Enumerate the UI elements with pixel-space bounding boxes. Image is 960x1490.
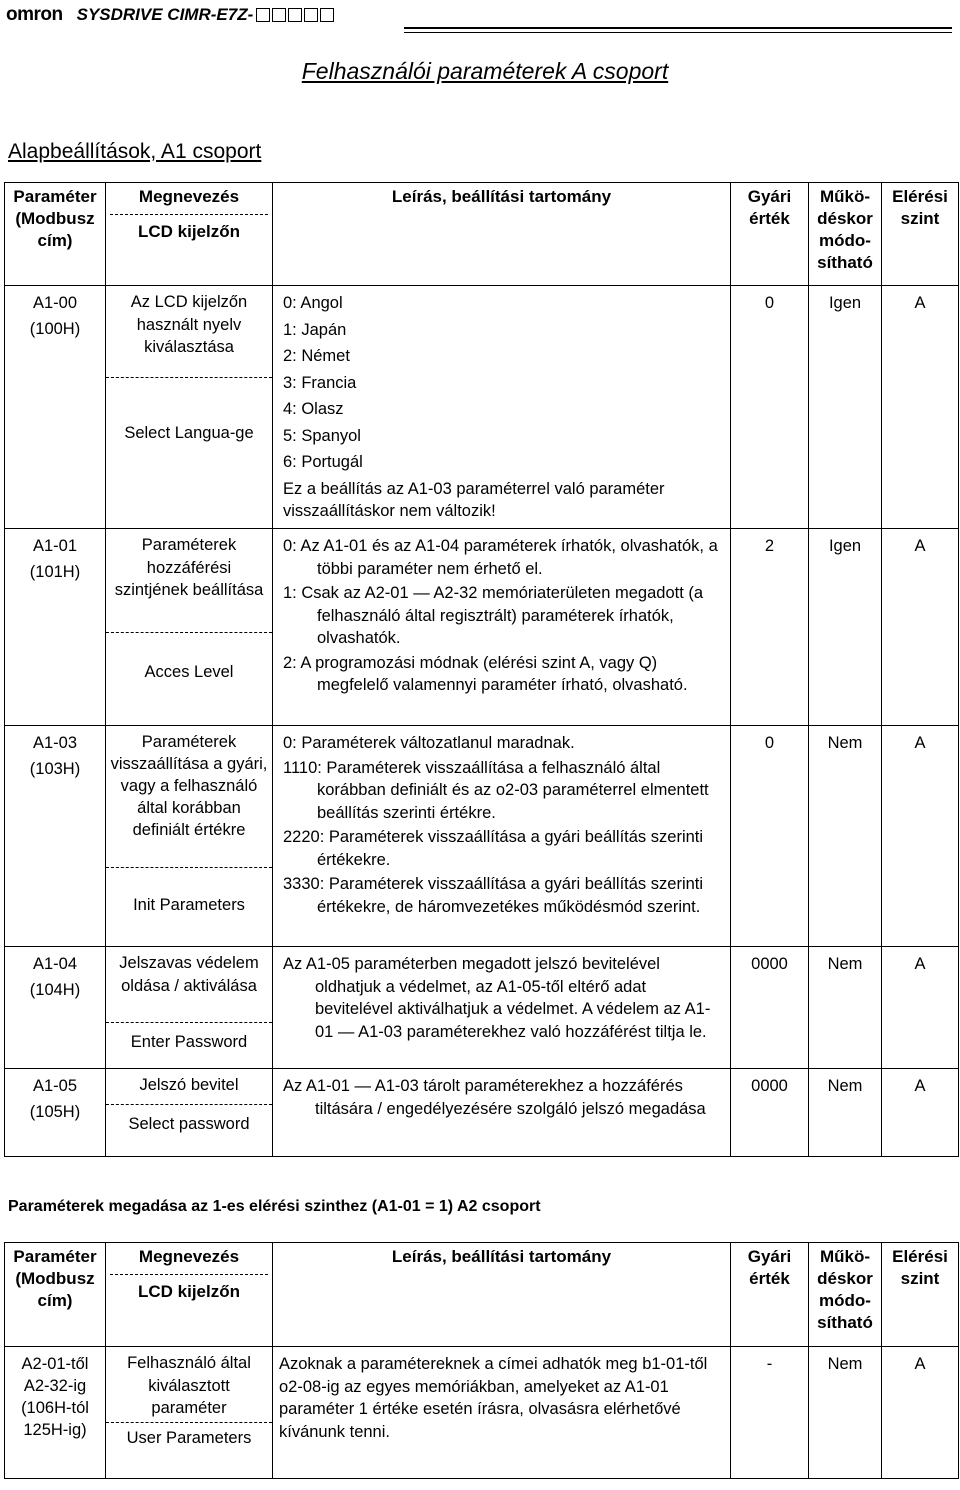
- col-runtime-header: Műkö- déskor módo- sítható: [809, 1243, 882, 1347]
- box-icon: [288, 8, 302, 22]
- col-param-header: Paraméter (Modbusz cím): [5, 1243, 106, 1347]
- page-title: Felhasználói paraméterek A csoport: [301, 58, 669, 84]
- parameter-table-a1: [4, 182, 959, 1157]
- brand-logo: omron: [6, 4, 63, 25]
- table-row: A1-04 (104H) Jelszavas védelem oldása / aktiválása Enter Password Az A1-05 paraméterben megadott jelszó bevitelével oldhatjuk a védelmet, az A1-05-től eltérő adat bevitelével aktiválhatjuk a védelmet. A védelem az A1-01 — A1-03 paraméterekhez való hozzáférést tiltja le. 0000 Nem A: [5, 947, 959, 1069]
- product-name: SYSDRIVE CIMR-E7Z-: [76, 5, 254, 24]
- section-title-a2: Paraméterek megadása az 1-es elérési szinthez (A1-01 = 1) A2 csoport: [8, 1198, 541, 1215]
- col-runtime-header: Műkö- déskor módo- sítható: [809, 183, 882, 286]
- box-icon: [320, 8, 334, 22]
- section-title-a1: Alapbeállítások, A1 csoport: [8, 140, 262, 163]
- col-desc-header: Leírás, beállítási tartomány: [273, 1243, 731, 1347]
- col-access-header: Elérési szint: [882, 183, 959, 286]
- placeholder-boxes: [256, 8, 334, 22]
- parameter-table-a2: [4, 1242, 959, 1479]
- document-header: [6, 4, 334, 26]
- col-access-header: Elérési szint: [882, 1243, 959, 1347]
- col-factory-header: Gyári érték: [731, 1243, 809, 1347]
- table-row: A2-01-től A2-32-ig (106H-tól 125H-ig) Felhasználó által kiválasztott paraméter User Parameters Azoknak a paramétereknek a címei adhatók meg b1-01-től o2-08-ig az egyes memóriákban, amelyeket az A1-01 paraméter 1 értéke esetén írásra, olvasásra elérhetővé kívánunk tenni. - Nem A: [5, 1347, 959, 1479]
- col-name-header: Megnevezés LCD kijelzőn: [106, 183, 273, 286]
- table-row: A1-00 (100H) Az LCD kijelzőn használt nyelv kiválasztása Select Langua-ge 0: Angol 1: Japán 2: Német 3: Francia 4: Olasz 5: Spanyol 6: Portugál Ez a beállítás az A1-03 paraméterrel való paraméter visszaállításkor nem változik! 0 Igen A: [5, 286, 959, 529]
- box-icon: [256, 8, 270, 22]
- table-row: A1-03 (103H) Paraméterek visszaállítása a gyári, vagy a felhasználó által korábban definiált értékre Init Parameters 0: Paraméterek változatlanul maradnak. 1110: Paraméterek visszaállítása a felhasználó által korábban definiált és az o2-03 paraméterrel elmentett beállítás szerinti értékre. 2220: Paraméterek visszaállítása a gyári beállítás szerinti értékekre. 3330: Paraméterek visszaállítása a gyári beállítás szerinti értékekre, de háromvezetékes működésmód szerint. 0 Nem A: [5, 726, 959, 947]
- col-param-header: Paraméter (Modbusz cím): [5, 183, 106, 286]
- col-factory-header: Gyári érték: [731, 183, 809, 286]
- box-icon: [272, 8, 286, 22]
- table-row: A1-01 (101H) Paraméterek hozzáférési szintjének beállítása Acces Level 0: Az A1-01 és az A1-04 paraméterek írhatók, olvashatók, a többi paraméter nem érhető el. 1: Csak az A2-01 — A2-32 memóriaterületen megadott (a felhasználó által regisztrált) paraméterek írhatók, olvashatók. 2: A programozási módnak (elérési szint A, vagy Q) megfelelő valamennyi paraméter írható, olvasható. 2 Igen A: [5, 529, 959, 726]
- table-row: A1-05 (105H) Jelszó bevitel Select password Az A1-01 — A1-03 tárolt paraméterekhez a hozzáférés tiltására / engedélyezésére szolgáló jelszó megadása 0000 Nem A: [5, 1069, 959, 1157]
- box-icon: [304, 8, 318, 22]
- header-rule-thin: [404, 32, 952, 33]
- col-desc-header: Leírás, beállítási tartomány: [273, 183, 731, 286]
- header-rule: [404, 27, 952, 29]
- col-name-header: Megnevezés LCD kijelzőn: [106, 1243, 273, 1347]
